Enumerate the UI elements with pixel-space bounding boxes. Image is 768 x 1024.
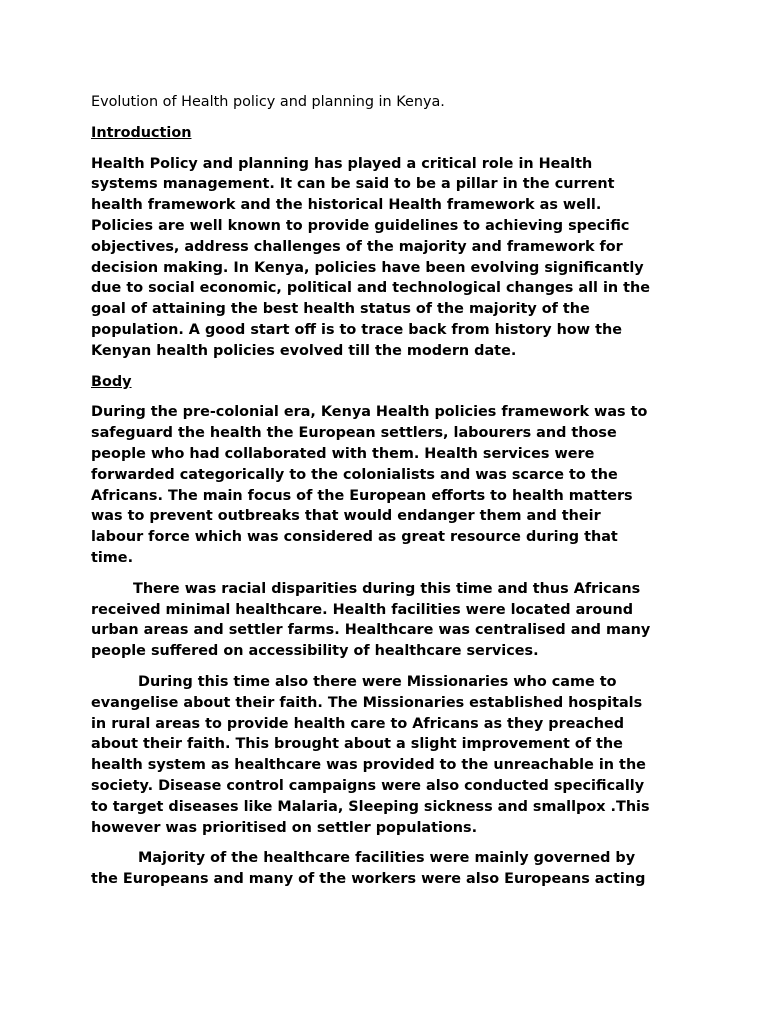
text-line: people who had collaborated with them. Health services were	[91, 445, 595, 462]
text-line: objectives, address challenges of the majority and framework for	[91, 238, 623, 255]
body-paragraph-1	[91, 402, 691, 568]
text-line: however was prioritised on settler populations.	[91, 819, 478, 836]
introduction-heading: Introduction	[91, 124, 192, 141]
text-line: health framework and the historical Health framework as well.	[91, 197, 602, 214]
text-line: Kenyan health policies evolved till the modern date.	[91, 342, 517, 359]
text-line: about their faith. This brought about a slight improvement of the	[91, 736, 623, 753]
text-line: forwarded categorically to the colonialists and was scarce to the	[91, 466, 618, 483]
document-title: Evolution of Health policy and planning in Kenya.	[91, 94, 445, 110]
text-line: society. Disease control campaigns were also conducted specifically	[91, 777, 645, 794]
text-line: people suffered on accessibility of healthcare services.	[91, 643, 539, 660]
text-line: There was racial disparities during this time and thus Africans	[133, 580, 641, 597]
text-line: due to social economic, political and technological changes all in the	[91, 280, 651, 297]
text-line: Health Policy and planning has played a critical role in Health	[91, 155, 593, 172]
text-line: urban areas and settler farms. Healthcare was centralised and many	[91, 622, 651, 639]
text-line: labour force which was considered as great resource during that	[91, 529, 618, 546]
text-line: in rural areas to provide health care to Africans as they preached	[91, 715, 625, 732]
body-paragraph-4	[91, 848, 691, 890]
text-line: received minimal healthcare. Health facilities were located around	[91, 601, 634, 618]
text-line: Policies are well known to provide guidelines to achieving specific	[91, 217, 630, 234]
text-line: evangelise about their faith. The Missionaries established hospitals	[91, 694, 643, 711]
text-line: to target diseases like Malaria, Sleeping sickness and smallpox .This	[91, 798, 650, 815]
text-line: time.	[91, 549, 134, 566]
text-line: Majority of the healthcare facilities were mainly governed by	[138, 850, 636, 867]
text-line: decision making. In Kenya, policies have been evolving significantly	[91, 259, 644, 276]
text-line: Africans. The main focus of the European efforts to health matters	[91, 487, 633, 504]
text-line: safeguard the health the European settlers, labourers and those	[91, 425, 617, 442]
text-line: During this time also there were Missionaries who came to	[138, 673, 617, 690]
document-page	[91, 92, 691, 900]
body-heading: Body	[91, 373, 132, 390]
text-line: systems management. It can be said to be a pillar in the current	[91, 176, 615, 193]
text-line: population. A good start off is to trace back from history how the	[91, 321, 622, 338]
text-line: the Europeans and many of the workers were also Europeans acting	[91, 871, 646, 888]
body-paragraph-2	[91, 579, 691, 662]
text-line: was to prevent outbreaks that would endanger them and their	[91, 508, 601, 525]
introduction-paragraph	[91, 154, 691, 362]
text-line: health system as healthcare was provided to the unreachable in the	[91, 757, 646, 774]
text-line: During the pre-colonial era, Kenya Health policies framework was to	[91, 404, 648, 421]
text-line: goal of attaining the best health status of the majority of the	[91, 301, 590, 318]
body-paragraph-3	[91, 672, 691, 838]
